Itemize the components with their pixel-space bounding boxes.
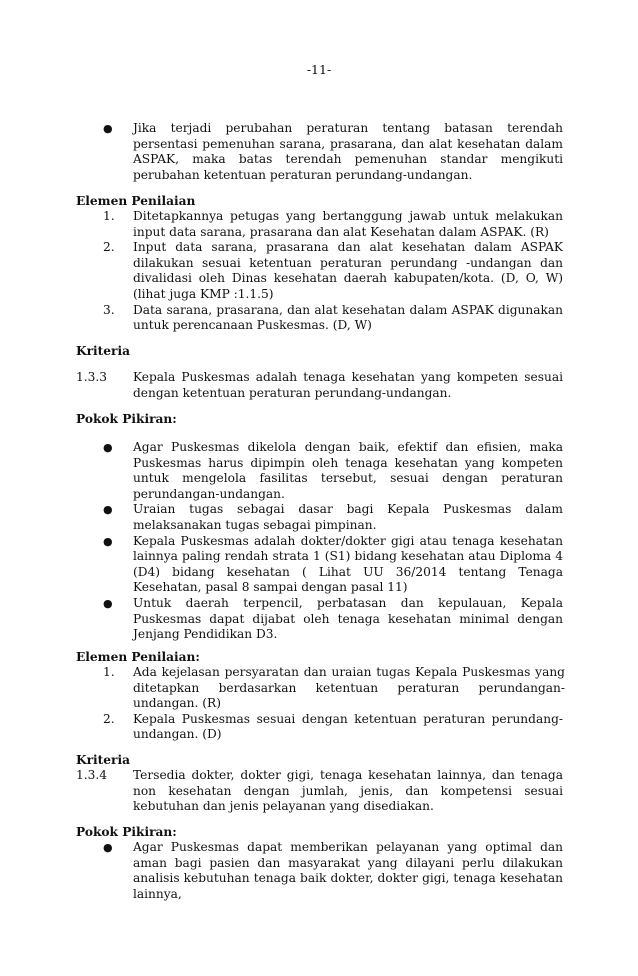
- bullet-icon: ●: [103, 534, 113, 548]
- list-item: [0, 209, 638, 240]
- list-item: [0, 840, 638, 902]
- section-heading: Pokok Pikiran:: [76, 412, 177, 426]
- kriteria-item: [0, 370, 638, 401]
- item-number: 2.: [103, 240, 115, 255]
- item-number: 3.: [103, 302, 115, 317]
- item-number: 1.: [103, 209, 115, 223]
- bullet-icon: ●: [103, 122, 113, 135]
- bullet-text: Jika terjadi perubahan peraturan tentang batasan terendah persentasi pemenuhan sarana, prasarana, dan alat kesehatan dalam ASPAK, maka batas terendah pemenuhan standar mengikuti perubahan ketentuan peraturan perundang-undangan.: [133, 121, 563, 182]
- bullet-icon: ●: [103, 596, 113, 610]
- elemen-penilaian-list: [0, 665, 638, 743]
- list-item: [0, 596, 638, 643]
- intro-section: [0, 121, 638, 183]
- item-text: Input data sarana, prasarana dan alat kesehatan dalam ASPAK dilakukan sesuai ketentuan peraturan perundang -undangan dan divalidasi oleh Dinas kesehatan daerah kabupaten/kota. (D, O, W) (lihat juga KMP :1.1.5): [133, 240, 563, 301]
- list-item: [0, 502, 638, 533]
- item-text: Kepala Puskesmas sesuai dengan ketentuan peraturan perundang-undangan. (D): [133, 711, 563, 742]
- kriteria-item: [0, 768, 638, 815]
- list-item: [0, 303, 638, 334]
- item-number: 2.: [103, 711, 115, 726]
- kriteria-row: [0, 370, 638, 401]
- kriteria-number: 1.3.3: [76, 370, 108, 384]
- item-text: Data sarana, prasarana, dan alat kesehatan dalam ASPAK digunakan untuk perencanaan Puskesmas. (D, W): [133, 302, 563, 333]
- list-item: [0, 712, 638, 743]
- section-heading: Kriteria: [76, 344, 130, 358]
- pokok-pikiran-list: [0, 440, 638, 643]
- list-item: [0, 121, 638, 183]
- bullet-icon: ●: [103, 503, 113, 517]
- list-item: [0, 240, 638, 302]
- section-heading: Pokok Pikiran:: [76, 825, 177, 839]
- list-item: [0, 534, 638, 596]
- item-number: 1.: [103, 665, 115, 679]
- bullet-text: Untuk daerah terpencil, perbatasan dan kepulauan, Kepala Puskesmas dapat dijabat oleh tenaga kesehatan minimal dengan Jenjang Pendidikan D3.: [133, 595, 563, 642]
- section-heading: Elemen Penilaian:: [76, 650, 200, 664]
- item-text: Ditetapkannya petugas yang bertanggung jawab untuk melakukan input data sarana, prasarana dan alat Kesehatan dalam ASPAK. (R): [133, 209, 563, 239]
- kriteria-row: [0, 768, 638, 815]
- bullet-icon: ●: [103, 441, 113, 454]
- item-text: Ada kejelasan persyaratan dan uraian tugas Kepala Puskesmas yang ditetapkan berdasarkan ketentuan peraturan perundangan-undangan. (R): [133, 665, 565, 711]
- bullet-icon: ●: [103, 841, 113, 854]
- bullet-text: Agar Puskesmas dikelola dengan baik, efektif dan efisien, maka Puskesmas harus dipimpin oleh tenaga kesehatan yang kompeten untuk mengelola fasilitas tersebut, sesuai dengan peraturan perundangan-undangan.: [133, 440, 563, 501]
- list-item: [0, 665, 638, 712]
- bullet-text: Uraian tugas sebagai dasar bagi Kepala Puskesmas dalam melaksanakan tugas sebagai pimpinan.: [133, 502, 563, 532]
- kriteria-text: Kepala Puskesmas adalah tenaga kesehatan yang kompeten sesuai dengan ketentuan peraturan perundang-undangan.: [133, 370, 563, 400]
- kriteria-text: Tersedia dokter, dokter gigi, tenaga kesehatan lainnya, dan tenaga non kesehatan dengan jumlah, jenis, dan kompetensi sesuai kebutuhan dan jenis pelayanan yang disediakan.: [133, 768, 563, 814]
- list-item: [0, 440, 638, 502]
- pokok-pikiran-list: [0, 840, 638, 902]
- bullet-text: Agar Puskesmas dapat memberikan pelayanan yang optimal dan aman bagi pasien dan masyarakat yang dilayani perlu dilakukan analisis kebutuhan tenaga baik dokter, dokter gigi, tenaga kesehatan lainnya,: [133, 840, 563, 901]
- kriteria-number: 1.3.4: [76, 768, 108, 782]
- bullet-text: Kepala Puskesmas adalah dokter/dokter gigi atau tenaga kesehatan lainnya paling rendah strata 1 (S1) bidang kesehatan atau Diploma 4 (D4) bidang kesehatan ( Lihat UU 36/2014 tentang Tenaga Kesehatan, pasal 8 sampai dengan pasal 11): [133, 533, 563, 595]
- section-heading: Kriteria: [76, 753, 130, 767]
- section-heading: Elemen Penilaian: [76, 194, 196, 208]
- page-number: -11-: [306, 62, 332, 77]
- elemen-penilaian-list: [0, 209, 638, 334]
